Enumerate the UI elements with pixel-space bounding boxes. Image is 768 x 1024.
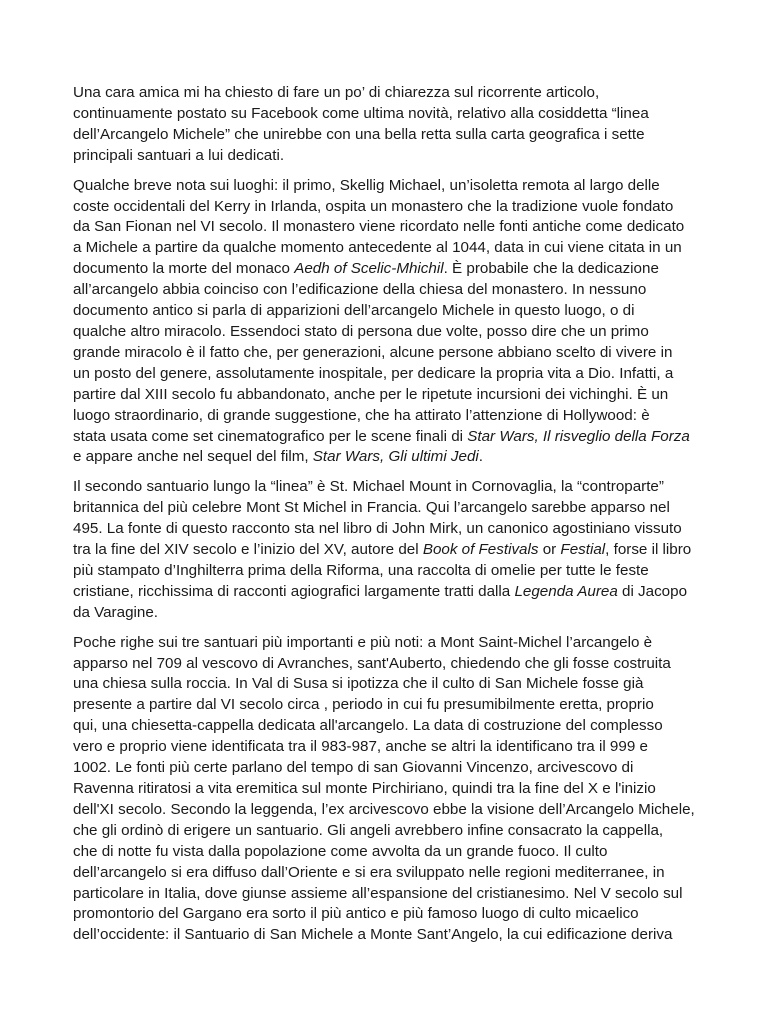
text-run: or (538, 541, 561, 559)
text-run: partire dal XIII secolo fu abbandonato, anche per le ripetute incursioni dei vichinghi. È un (73, 385, 669, 403)
text-run: dell’arcangelo si era diffuso dall’Oriente e si era sviluppato nelle regioni mediterranee, in (73, 863, 665, 881)
text-line (73, 737, 698, 758)
text-run: dell’occidente: il Santuario di San Michele a Monte Sant’Angelo, la cui edificazione deriva (73, 926, 673, 944)
text-run: documento antico si parla di apparizioni dell’arcangelo Michele in questo luogo, o di (73, 302, 635, 320)
text-line (73, 716, 698, 737)
text-run: presente a partire dal VI secolo circa , periodo in cui fu presumibilmente eretta, proprio (73, 696, 654, 714)
text-run: cristiane, ricchissima di racconti agiografici largamente tratti dalla (73, 582, 515, 600)
text-line (73, 146, 698, 167)
text-line (73, 821, 698, 842)
text-line (73, 217, 698, 238)
text-line (73, 83, 698, 104)
text-line (73, 406, 698, 427)
text-run: grande miracolo è il fatto che, per generazioni, alcune persone abbiano scelto di vivere in (73, 343, 673, 361)
text-run: Qualche breve nota sui luoghi: il primo, Skellig Michael, un’isoletta remota al largo delle (73, 176, 660, 194)
italic-text: Festial (560, 541, 606, 559)
text-line (73, 125, 698, 146)
italic-text: Star Wars, Il risveglio della Forza (467, 427, 690, 445)
text-line (73, 259, 698, 280)
text-line (73, 197, 698, 218)
text-line (73, 800, 698, 821)
text-line (73, 447, 698, 468)
text-run: di Jacopo (617, 582, 688, 600)
text-line (73, 863, 698, 884)
text-run: vero e proprio viene identificata tra il 983-987, anche se altri la identificano tra il 999 e (73, 738, 648, 756)
text-line (73, 498, 698, 519)
text-line (73, 104, 698, 125)
text-line (73, 540, 698, 561)
text-run: Il secondo santuario lungo la “linea” è St. Michael Mount in Cornovaglia, la “controparte” (73, 478, 664, 496)
text-run: Poche righe sui tre santuari più importanti e più noti: a Mont Saint-Michel l’arcangelo è (73, 633, 653, 651)
text-run: documento la morte del monaco (73, 260, 295, 278)
text-run: stata usata come set cinematografico per le scene finali di (73, 427, 468, 445)
text-run: 1002. Le fonti più certe parlano del tempo di san Giovanni Vincenzo, arcivescovo di (73, 759, 634, 777)
text-run: dell'XI secolo. Secondo la leggenda, l’ex arcivescovo ebbe la visione dell’Arcangelo Michele, (73, 800, 695, 818)
text-line (73, 904, 698, 925)
text-run: tra la fine del XIV secolo e l’inizio del XV, autore del (73, 541, 423, 559)
text-run: da San Fionan nel VI secolo. Il monastero viene ricordato nelle fonti antiche come dedicato (73, 218, 685, 236)
text-line (73, 758, 698, 779)
paragraph (73, 633, 698, 947)
text-run: che di notte fu vista dalla popolazione come avvolta da un grande fuoco. Il culto (73, 842, 608, 860)
paragraph (73, 176, 698, 469)
paragraph (73, 83, 698, 167)
document-body (73, 83, 698, 955)
italic-text: Legenda Aurea (514, 582, 618, 600)
text-run: e appare anche nel sequel del film, (73, 448, 313, 466)
text-run: Una cara amica mi ha chiesto di fare un po’ di chiarezza sul ricorrente articolo, (73, 84, 600, 101)
text-line (73, 519, 698, 540)
text-line (73, 779, 698, 800)
text-line (73, 654, 698, 675)
text-line (73, 582, 698, 603)
italic-text: Book of Festivals (422, 541, 539, 559)
italic-text: Star Wars, Gli ultimi Jedi (312, 448, 479, 466)
text-run: 495. La fonte di questo racconto sta nel libro di John Mirk, un canonico agostiniano vissuto (73, 520, 682, 538)
text-line (73, 925, 698, 946)
text-line (73, 301, 698, 322)
text-run: . (478, 448, 484, 466)
text-run: , forse il libro (605, 541, 692, 559)
text-run: un posto del genere, assolutamente inospitale, per dedicare la propria vita a Dio. Infatti, a (73, 364, 674, 382)
text-line (73, 561, 698, 582)
text-line (73, 322, 698, 343)
text-line (73, 695, 698, 716)
text-run: promontorio del Gargano era sorto il più antico e più famoso luogo di culto micaelico (73, 905, 639, 923)
text-line (73, 674, 698, 695)
text-run: all’arcangelo abbia coinciso con l’edificazione della chiesa del monastero. In nessuno (73, 281, 647, 299)
text-line (73, 633, 698, 654)
text-line (73, 427, 698, 448)
text-run: principali santuari a lui dedicati. (73, 146, 285, 164)
text-line (73, 477, 698, 498)
text-line (73, 343, 698, 364)
text-run: Ravenna ritiratosi a vita eremitica sul monte Pirchiriano, quindi tra la fine del X e l'inizio (73, 780, 656, 797)
text-run: qui, una chiesetta-cappella dedicata all'arcangelo. La data di costruzione del complesso (73, 717, 663, 735)
italic-text: Aedh of Scelic-Mhichil (294, 260, 444, 278)
text-run: una chiesa sulla roccia. In Val di Susa si ipotizza che il culto di San Michele fosse già (73, 675, 644, 693)
text-run: . È probabile che la dedicazione (443, 260, 659, 278)
text-run: dell’Arcangelo Michele” che unirebbe con una bella retta sulla carta geografica i sette (73, 125, 645, 143)
text-line (73, 842, 698, 863)
text-line (73, 385, 698, 406)
text-line (73, 280, 698, 301)
text-run: britannica del più celebre Mont St Michel in Francia. Qui l’arcangelo sarebbe apparso nel (73, 499, 670, 517)
text-run: che gli ordinò di erigere un santuario. Gli angeli avrebbero infine consacrato la cappella, (73, 821, 664, 839)
text-run: continuamente postato su Facebook come ultima novità, relativo alla cosiddetta “linea (73, 104, 649, 122)
text-run: a Michele a partire da qualche momento antecedente al 1044, data in cui viene citata in un (73, 239, 682, 257)
text-run: qualche altro miracolo. Essendoci stato di persona due volte, posso dire che un primo (73, 322, 649, 340)
text-line (73, 364, 698, 385)
paragraph (73, 477, 698, 623)
text-run: apparso nel 709 al vescovo di Avranches, sant'Auberto, chiedendo che gli fosse costruita (73, 654, 671, 672)
text-line (73, 884, 698, 905)
text-run: coste occidentali del Kerry in Irlanda, ospita un monastero che la tradizione vuole fondato (73, 197, 674, 215)
text-line (73, 603, 698, 624)
text-run: luogo straordinario, di grande suggestione, che ha attirato l’attenzione di Hollywood: è (73, 406, 650, 424)
text-line (73, 176, 698, 197)
text-run: da Varagine. (73, 603, 158, 621)
text-line (73, 238, 698, 259)
text-run: particolare in Italia, dove giunse assieme all’espansione del cristianesimo. Nel V secolo sul (73, 884, 683, 902)
text-run: più stampato d’Inghilterra prima della Riforma, una raccolta di omelie per tutte le feste (73, 561, 649, 579)
